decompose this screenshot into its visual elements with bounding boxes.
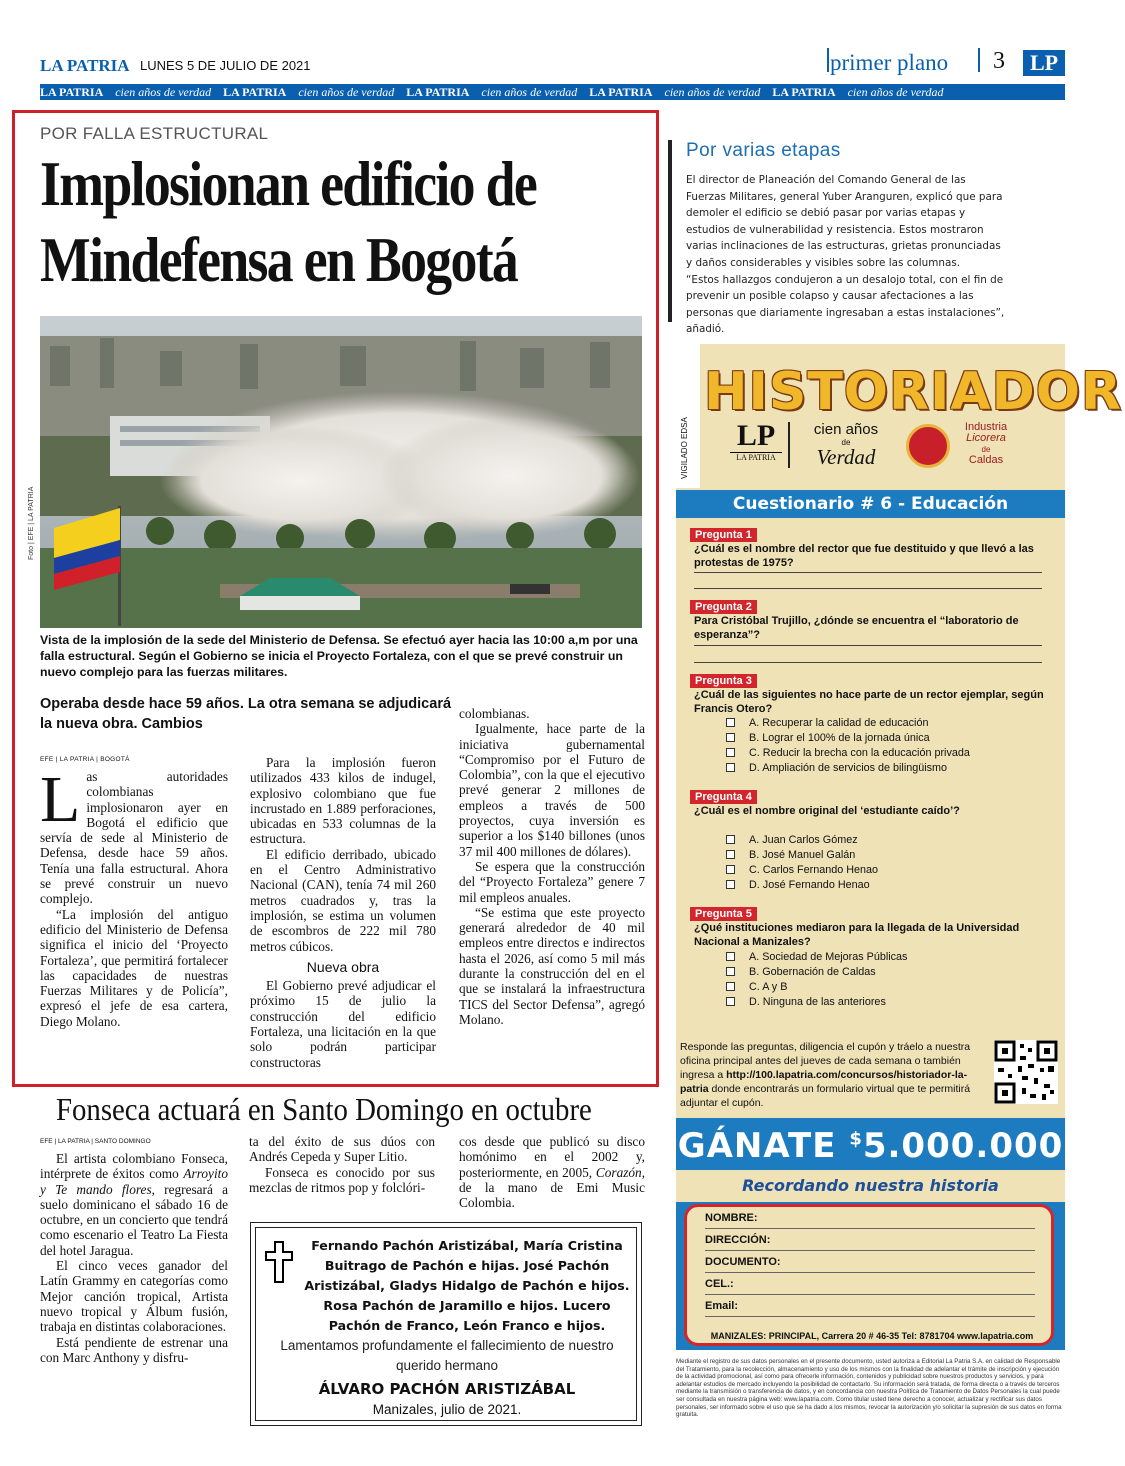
paragraph: as autoridades colombianas implosionaron ayer en Bogotá el edificio que servía de sede al Ministerio de Defensa, desde hace 59 años. Tenía una falla estructural. Ahora se prevé construir un nuevo complejo. <box>40 769 228 907</box>
coupon-form <box>684 1204 1054 1346</box>
option-checkbox[interactable]: A. Sociedad de Mejoras Públicas <box>726 950 907 965</box>
option-checkbox[interactable]: B. José Manuel Galán <box>726 848 855 863</box>
paragraph: “La implosión del antiguo edificio del Ministerio de Defensa significa el inicio del ‘Proyecto Fortaleza’, que permitirá fortalecer las capacidades de nuestras Fuerzas Militares y de Policía”, expresó el jefe de esa cartera, Diego Molano. <box>40 906 228 1029</box>
option-checkbox[interactable]: A. Recuperar la calidad de educación <box>726 716 928 731</box>
ad-slogan: Recordando nuestra historia <box>742 1176 999 1195</box>
ilc-seal-icon <box>906 424 950 468</box>
page-number: 3 <box>993 48 1005 74</box>
prize-panel <box>676 1118 1065 1350</box>
article-byline: EFE | LA PATRIA | BOGOTÁ <box>40 756 130 763</box>
option-checkbox[interactable]: D. Ampliación de servicios de bilingüismo <box>726 761 947 776</box>
fonseca-column-2 <box>249 1134 435 1195</box>
qr-code-icon[interactable] <box>994 1040 1058 1104</box>
strip-brand: LA PATRIA <box>40 85 104 99</box>
option-checkbox[interactable]: C. A y B <box>726 980 787 995</box>
article-kicker: POR FALLA ESTRUCTURAL <box>40 124 269 143</box>
masthead <box>40 48 1065 82</box>
question-2-text: Para Cristóbal Trujillo, ¿dónde se encuentra el “laboratorio de esperanza”? <box>694 615 1019 641</box>
phone-field[interactable]: CEL.: <box>705 1275 1035 1295</box>
paragraph: Para la implosión fueron utilizados 433 kilos de indugel, explosivo colombiano que fue incrustado en 1.889 perforaciones, ubicadas en 533 columnas de la estructura. <box>250 755 436 847</box>
cien-anos-logo: cien años de Verdad <box>813 421 879 469</box>
article-column-1 <box>40 763 228 1029</box>
ilc-logo-text: Industria Licorera de Caldas <box>964 421 1008 466</box>
paragraph: El cinco veces ganador del Latín Grammy en categorías como Mejor canción tropical, Artista nuevo tropical y Álbum fusión, trabaja en distintas colaboraciones. <box>40 1258 228 1335</box>
paragraph: El edificio derribado, ubicado en el Centro Administrativo Nacional (CAN), tenía 74 mil 260 metros cuadrados y, tras la implosión, se estima un volumen de escombros de 222 mil 780 metros cúbicos. <box>250 846 436 954</box>
sidebar-title: Por varias etapas <box>686 140 841 161</box>
checkbox[interactable] <box>726 733 735 742</box>
office-address: MANIZALES: PRINCIPAL, Carrera 20 # 46-35 Tel: 8781704 www.lapatria.com <box>710 1331 1034 1341</box>
strip-brand: LA PATRIA <box>589 85 653 99</box>
answer-line[interactable] <box>694 645 1042 646</box>
name-field[interactable]: NOMBRE: <box>705 1209 1035 1229</box>
deceased-name: ÁLVARO PACHÓN ARISTIZÁBAL <box>318 1380 576 1398</box>
checkbox[interactable] <box>726 763 735 772</box>
sidebar-rule <box>668 140 672 322</box>
checkbox[interactable] <box>726 850 735 859</box>
section-name: primer plano <box>830 50 949 75</box>
obituary-date: Manizales, julio de 2021. <box>372 1402 522 1417</box>
paragraph: ta del éxito de sus dúos con Andrés Cepeda y Super Litio. <box>249 1134 435 1165</box>
option-checkbox[interactable]: D. José Fernando Henao <box>726 878 870 893</box>
paragraph: El Gobierno prevé adjudicar el próximo 15 de julio la construcción del edificio Fortaleza, una licitación en la que solo podrán participar constructoras <box>250 978 436 1070</box>
fonseca-headline: Fonseca actuará en Santo Domingo en octubre <box>56 1091 592 1127</box>
paragraph: Está pendiente de estrenar una con Marc Anthony y disfru- <box>40 1334 228 1365</box>
address-field[interactable]: DIRECCIÓN: <box>705 1231 1035 1251</box>
implosion-photo <box>40 316 642 628</box>
option-checkbox[interactable]: C. Carlos Fernando Henao <box>726 863 878 878</box>
answer-line[interactable] <box>694 588 1042 589</box>
checkbox[interactable] <box>726 967 735 976</box>
vigilado-label: VIGILADO EDSA <box>680 417 689 479</box>
historiador-ad <box>676 344 1123 1350</box>
strip-brand: LA PATRIA <box>772 85 836 99</box>
checkbox[interactable] <box>726 880 735 889</box>
option-checkbox[interactable]: B. Lograr el 100% de la jornada única <box>726 731 930 746</box>
paragraph: “Se estima que este proyecto generará alrededor de 40 mil empleos entre directos e indirectos hasta el 2026, así como 5 mil más durante la construcción del en el que se instalará la infraestructura TICS del Sector Defensa”, agregó Molano. <box>459 904 645 1027</box>
question-3-text: ¿Cuál de las siguientes no hace parte de un rector ejemplar, según Francis Otero? <box>694 689 1044 715</box>
drop-cap: L <box>40 763 81 836</box>
paragraph: Igualmente, hace parte de la iniciativa gubernamental “Compromiso por el Futuro de Colombia”, con la que el ejecutivo prevé generar 2 millones de empleos a través de 500 proyectos, cuya inversión es superior a los $140 billones (unos 37 mil 400 millones de dólares). <box>459 721 645 859</box>
article-headline <box>40 146 552 298</box>
question-3-label: Pregunta 3 <box>690 674 757 688</box>
checkbox[interactable] <box>726 718 735 727</box>
cross-icon <box>264 1240 294 1284</box>
headline-line: Implosionan edificio de <box>40 148 537 219</box>
implosion-photo-illustration <box>40 316 642 628</box>
section-divider <box>978 48 980 72</box>
obituary-notice <box>250 1222 642 1426</box>
answer-line[interactable] <box>694 572 1042 573</box>
option-checkbox[interactable]: B. Gobernación de Caldas <box>726 965 876 980</box>
question-4-label: Pregunta 4 <box>690 790 757 804</box>
prize-amount: GÁNATE $5.000.000 <box>677 1126 1064 1166</box>
section-divider <box>827 48 829 72</box>
question-5-label: Pregunta 5 <box>690 907 757 921</box>
sidebar-paragraph: El director de Planeación del Comando General de las Fuerzas Militares, general Yuber Aranguren, explicó que para demoler el edificio se debió pasar por varias etapas y estudios de vulnerabilidad y resistencia. Estos mostraron varias inclinaciones de las estructuras, grietas pronunciadas y daños considerables y visibles sobre las columnas. <box>686 174 1003 269</box>
strip-slogan: cien años de verdad <box>115 85 212 99</box>
question-1-label: Pregunta 1 <box>690 528 757 542</box>
ad-instructions: Responde las preguntas, diligencia el cupón y tráelo a nuestra oficina principal antes del jueves de cada semana o también ingresa a http://100.lapatria.com/concursos/historiador-la-patria donde encontrarás un formulario virtual que te permitirá adjuntar el cupón. <box>680 1041 971 1109</box>
masthead-logo: LA PATRIA <box>40 56 130 75</box>
option-checkbox[interactable]: A. Juan Carlos Gómez <box>726 833 858 848</box>
question-4-text: ¿Cuál es el nombre original del ‘estudiante caído’? <box>694 805 960 817</box>
sidebar-paragraph: “Estos hallazgos condujeron a un desalojo total, con el fin de prevenir un posible colapso y causar afectaciones a las personas que diariamente ingresaban a estas instalaciones”, añadió. <box>686 273 1005 336</box>
lp-logo: LP LA PATRIA <box>730 420 782 462</box>
fonseca-column-1 <box>40 1151 228 1365</box>
legal-notice: Mediante el registro de sus datos personales en el presente documento, usted autoriza a Editorial La Patria S.A. en calidad de Responsable del Tratamiento, para la recolección, almacenamiento y uso de los mismos con la finalidad de adelantar el trámite de inscripción y ejecución de la actividad promocional, así como para ofrecerle información, contenidos y publicidad sobre nuestros productos y servicios, y para adelantar estudios de mercado incluyendo la posibilidad de contactarlo. Su información será tratada, de forma directa o a través de terceros mediante la transmisión o transferencia de datos, y en concordancia con nuestra Política de Tratamiento de Datos Personales la cual puede ser consultada en nuestra página web: www.lapatria.com. Como titular usted tiene derecho a conocer, actualizar y rectificar sus datos personales, ser informado sobre el uso que se ha dado a los mismos, revocar la autorización y/o solicitar la supresión de sus datos en forma gratuita. <box>676 1358 1062 1419</box>
fonseca-byline: EFE | LA PATRIA | SANTO DOMINGO <box>40 1138 151 1145</box>
answer-line[interactable] <box>694 662 1042 663</box>
article-deck: Operaba desde hace 59 años. La otra semana se adjudicará la nueva obra. Cambios <box>40 696 452 732</box>
article-column-3 <box>459 706 645 1027</box>
obituary-border <box>255 1227 637 1421</box>
article-column-2 <box>250 755 436 1070</box>
mourners: Fernando Pachón Aristizábal, María Cristina Buitrago de Pachón e hijas. José Pachón Aristizábal, Gladys Hidalgo de Pachón e hijos. Rosa Pachón de Jaramillo e hijos. Lucero Pachón de Franco, León Franco e hijos. <box>304 1238 630 1333</box>
headline-line: Mindefensa en Bogotá <box>40 224 518 295</box>
lp-badge: LP <box>1023 50 1065 76</box>
option-checkbox[interactable]: C. Reducir la brecha con la educación privada <box>726 746 970 761</box>
strip-brand: LA PATRIA <box>223 85 287 99</box>
paragraph: Se espera que la construcción del “Proyecto Fortaleza” genere 7 mil empleos anuales. <box>459 858 645 905</box>
checkbox[interactable] <box>726 982 735 991</box>
paragraph: cos desde que publicó su disco homónimo en el 2002 y, posteriormente, en 2005, Corazón, de la mano de Emi Music Colombia. <box>459 1134 646 1211</box>
strip-slogan: cien años de verdad <box>847 85 944 99</box>
logo-divider <box>788 422 790 468</box>
checkbox[interactable] <box>726 748 735 757</box>
quiz-title: Cuestionario # 6 - Educación <box>676 490 1065 518</box>
document-field[interactable]: DOCUMENTO: <box>705 1253 1035 1273</box>
paragraph: Fonseca es conocido por sus mezclas de ritmos pop y folclóri- <box>249 1164 435 1195</box>
option-checkbox[interactable]: D. Ninguna de las anteriores <box>726 995 886 1010</box>
strip-brand: LA PATRIA <box>406 85 470 99</box>
photo-caption: Vista de la implosión de la sede del Ministerio de Defensa. Se efectuó ayer hacia las 10:00 a,m por una falla estructural. Según el Gobierno se inicia el Proyecto Fortaleza, con el que se prevé construir un nuevo complejo para las fuerzas militares. <box>40 633 638 679</box>
paragraph: El artista colombiano Fonseca, intérprete de éxitos como Arroyito y Te mando flores, regresará a suelo dominicano el sábado 16 de octubre, en un concierto que tendrá como escenario el Teatro La Fiesta del hotel Jaragua. <box>40 1151 228 1258</box>
question-1-text: ¿Cuál es el nombre del rector que fue destituido y que llevó a las protestas de 1975? <box>694 543 1034 569</box>
strip-slogan: cien años de verdad <box>481 85 578 99</box>
checkbox[interactable] <box>726 865 735 874</box>
strip-slogan: cien años de verdad <box>298 85 395 99</box>
question-5-text: ¿Qué instituciones mediaron para la llegada de la Universidad Nacional a Manizales? <box>694 922 1020 948</box>
masthead-date: LUNES 5 DE JULIO DE 2021 <box>140 58 311 73</box>
checkbox[interactable] <box>726 952 735 961</box>
checkbox[interactable] <box>726 835 735 844</box>
email-field[interactable]: Email: <box>705 1297 1035 1317</box>
ad-logos <box>726 420 1056 472</box>
strip-slogan: cien años de verdad <box>664 85 761 99</box>
paragraph: colombianas. <box>459 706 530 721</box>
photo-credit: Foto | EFE | LA PATRIA <box>28 486 35 560</box>
fonseca-column-3 <box>459 1134 645 1210</box>
brand-strip <box>40 84 1065 100</box>
ad-title: HISTORIADOR <box>704 362 1123 422</box>
contest-link[interactable]: http://100.lapatria.com/concursos/historiador-la-patria <box>680 1069 968 1095</box>
sidebar-text <box>686 172 1006 338</box>
article-subhead: Nueva obra <box>306 958 380 975</box>
checkbox[interactable] <box>726 997 735 1006</box>
question-2-label: Pregunta 2 <box>690 600 757 614</box>
obituary-message: Lamentamos profundamente el fallecimiento de nuestro querido hermano <box>280 1338 614 1373</box>
